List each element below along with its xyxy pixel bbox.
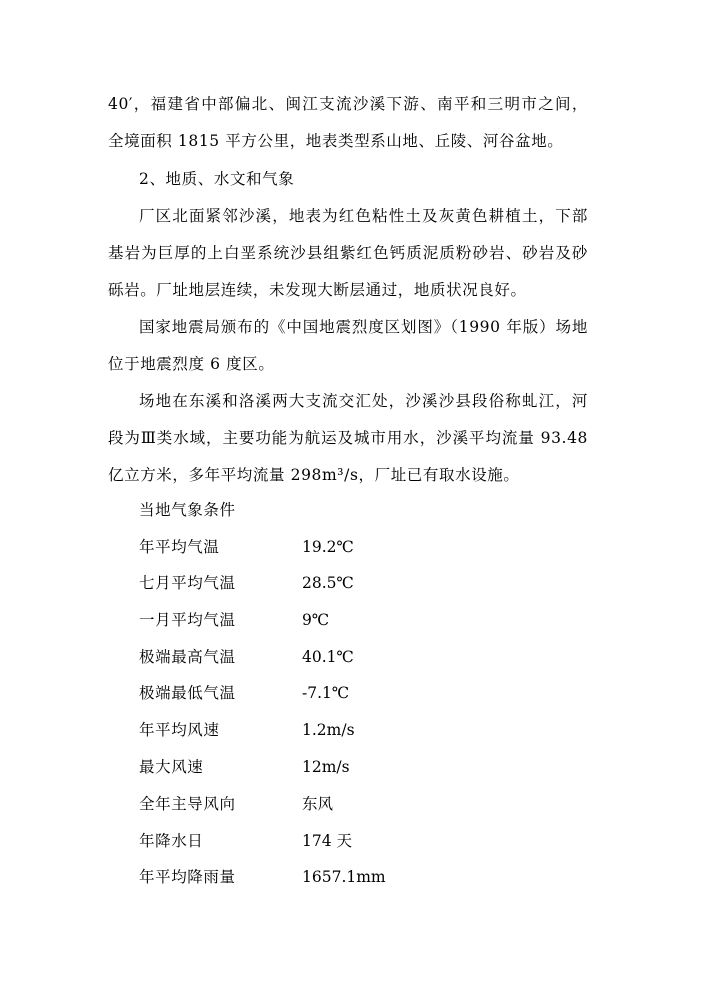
climate-value: 9℃: [302, 611, 330, 629]
climate-value: 19.2℃: [302, 538, 354, 556]
paragraph-geology-line-2: 基岩为巨厚的上白垩系统沙县组紫红色钙质泥质粉砂岩、砂岩及砂: [108, 244, 588, 262]
climate-label: 七月平均气温: [139, 574, 236, 592]
climate-value: 174 天: [302, 832, 353, 850]
climate-value: 28.5℃: [302, 574, 354, 592]
paragraph-geology-line-3: 砾岩。厂址地层连续，未发现大断层通过，地质状况良好。: [108, 281, 527, 299]
climate-title: 当地气象条件: [139, 501, 236, 519]
climate-label: 年平均降雨量: [139, 868, 236, 886]
paragraph-seismic-line-1: 国家地震局颁布的《中国地震烈度区划图》（1990 年版）场地: [139, 318, 588, 336]
climate-value: 1.2m/s: [302, 721, 355, 739]
climate-label: 全年主导风向: [139, 795, 236, 813]
paragraph-geology-line-1: 厂区北面紧邻沙溪，地表为红色粘性土及灰黄色耕植土，下部: [139, 207, 588, 225]
paragraph-location-line-1: 40′，福建省中部偏北、闽江支流沙溪下游、南平和三明市之间，: [108, 95, 588, 113]
climate-label: 年平均风速: [139, 721, 220, 739]
paragraph-hydrology-line-3: 亿立方米，多年平均流量 298m³/s，厂址已有取水设施。: [108, 466, 520, 484]
climate-value: 40.1℃: [302, 648, 354, 666]
climate-label: 年平均气温: [139, 538, 220, 556]
climate-label: 一月平均气温: [139, 611, 236, 629]
paragraph-location-line-2: 全境面积 1815 平方公里，地表类型系山地、丘陵、河谷盆地。: [108, 132, 564, 150]
climate-value: -7.1℃: [302, 684, 350, 702]
climate-label: 年降水日: [139, 832, 204, 850]
paragraph-hydrology-line-2: 段为Ⅲ类水域，主要功能为航运及城市用水，沙溪平均流量 93.48: [108, 429, 588, 447]
climate-label: 极端最高气温: [139, 648, 236, 666]
paragraph-seismic-line-2: 位于地震烈度 6 度区。: [108, 355, 275, 373]
climate-value: 东风: [302, 795, 334, 813]
climate-value: 12m/s: [302, 758, 350, 776]
paragraph-hydrology-line-1: 场地在东溪和洛溪两大支流交汇处，沙溪沙县段俗称虬江，河: [139, 392, 588, 410]
section-heading: 2、地质、水文和气象: [139, 170, 295, 188]
climate-label: 最大风速: [139, 758, 204, 776]
climate-label: 极端最低气温: [139, 684, 236, 702]
climate-value: 1657.1mm: [302, 868, 386, 886]
